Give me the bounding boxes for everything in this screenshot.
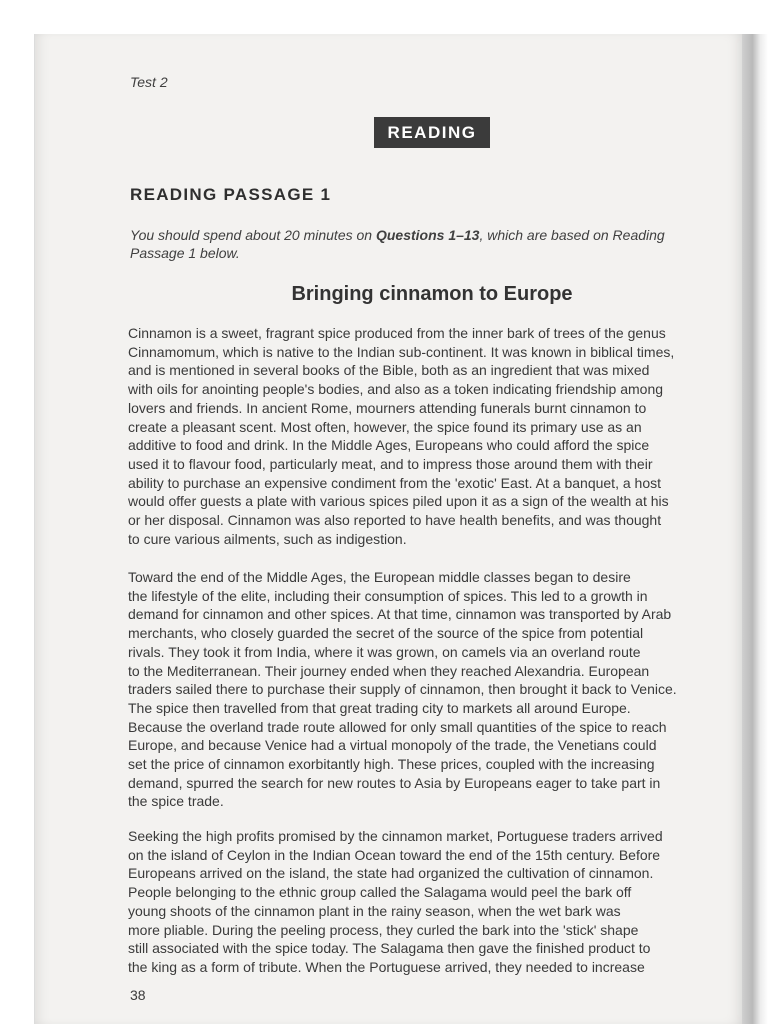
paragraph-line: Because the overland trade route allowed for only small quantities of the spice to reach (128, 718, 667, 735)
paragraph-line: the lifestyle of the elite, including their consumption of spices. This led to a growth in (128, 587, 648, 604)
paragraph-line: young shoots of the cinnamon plant in the rainy season, when the wet bark was (128, 902, 621, 919)
paragraph-line: to the Mediterranean. Their journey ended when they reached Alexandria. European (128, 662, 650, 679)
paragraph-line: set the price of cinnamon exorbitantly high. These prices, coupled with the increasing (128, 756, 655, 773)
paragraph-line: to cure various ailments, such as indigestion. (128, 530, 407, 547)
article-title: Bringing cinnamon to Europe (291, 283, 573, 305)
instruction-text-line2: Passage 1 below. (130, 245, 240, 261)
paragraph-line: on the island of Ceylon in the Indian Ocean toward the end of the 15th century. Before (128, 846, 661, 863)
passage-heading: READING PASSAGE 1 (130, 185, 332, 204)
paragraph-line: would offer guests a plate with various spices piled upon it as a sign of the wealth at his (128, 493, 669, 510)
paragraph-line: Toward the end of the Middle Ages, the European middle classes began to desire (128, 569, 631, 585)
running-head: Test 2 (130, 74, 168, 90)
instruction (130, 226, 730, 262)
page-number: 38 (130, 987, 146, 1003)
instruction-text-after: , which are based on Reading (479, 227, 665, 243)
paragraph-line: ability to purchase an expensive condiment from the 'exotic' East. At a banquet, a host (128, 474, 661, 491)
paragraph-line: Cinnamomum, which is native to the Indian sub-continent. It was known in biblical times, (128, 343, 675, 360)
paragraph-line: still associated with the spice today. The Salagama then gave the finished product to (128, 940, 651, 957)
paragraph-line: Europe, and because Venice had a virtual monopoly of the trade, the Venetians could (128, 737, 657, 754)
section-badge (374, 117, 490, 148)
paragraph-2 (128, 568, 748, 811)
paragraph-line: The spice then travelled from that great trading city to markets all around Europe. (128, 699, 631, 716)
paragraph-line: with oils for anointing people's bodies, and also as a token indicating friendship among (128, 381, 664, 398)
paragraph-line: demand, spurred the search for new routes to Asia by Europeans eager to take part in (128, 774, 661, 791)
paragraph-line: additive to food and drink. In the Middle Ages, Europeans who could afford the spice (128, 437, 650, 454)
paragraph-line: lovers and friends. In ancient Rome, mourners attending funerals burnt cinnamon to (128, 399, 647, 416)
paragraph-line: traders sailed there to purchase their supply of cinnamon, then brought it back to Venice. (128, 681, 677, 698)
paragraph-line: create a pleasant scent. Most often, however, the spice found its primary use as an (128, 418, 642, 435)
paragraph-1 (128, 324, 748, 548)
paragraph-line: Cinnamon is a sweet, fragrant spice produced from the inner bark of trees of the genus (128, 325, 666, 341)
paragraph-line: used it to flavour food, particularly meat, and to impress those around them with their (128, 455, 653, 472)
paragraph-line: demand for cinnamon and other spices. At that time, cinnamon was transported by Arab (128, 606, 672, 623)
paragraph-line: merchants, who closely guarded the secret of the source of the spice from potential (128, 625, 644, 642)
instruction-questions: Questions 1–13 (375, 227, 480, 243)
paragraph-line: rivals. They took it from India, where it was grown, on camels via an overland route (128, 643, 641, 660)
section-badge-label: READING (387, 122, 477, 142)
paragraph-line: Europeans arrived on the island, the state had organized the cultivation of cinnamon. (128, 865, 654, 882)
paragraph-line: People belonging to the ethnic group called the Salagama would peel the bark off (128, 884, 632, 901)
paragraph-line: or her disposal. Cinnamon was also reported to have health benefits, and was thought (128, 512, 662, 529)
paragraph-line: the spice trade. (128, 793, 224, 810)
paragraph-line: Seeking the high profits promised by the cinnamon market, Portuguese traders arrived (128, 828, 663, 844)
paragraph-line: the king as a form of tribute. When the Portuguese arrived, they needed to increase (128, 958, 645, 975)
paragraph-line: and is mentioned in several books of the Bible, both as an ingredient that was mixed (128, 362, 650, 379)
paragraph-line: more pliable. During the peeling process, they curled the bark into the 'stick' shape (128, 921, 639, 938)
instruction-text: You should spend about 20 minutes on (130, 227, 376, 243)
paragraph-3 (128, 827, 748, 977)
